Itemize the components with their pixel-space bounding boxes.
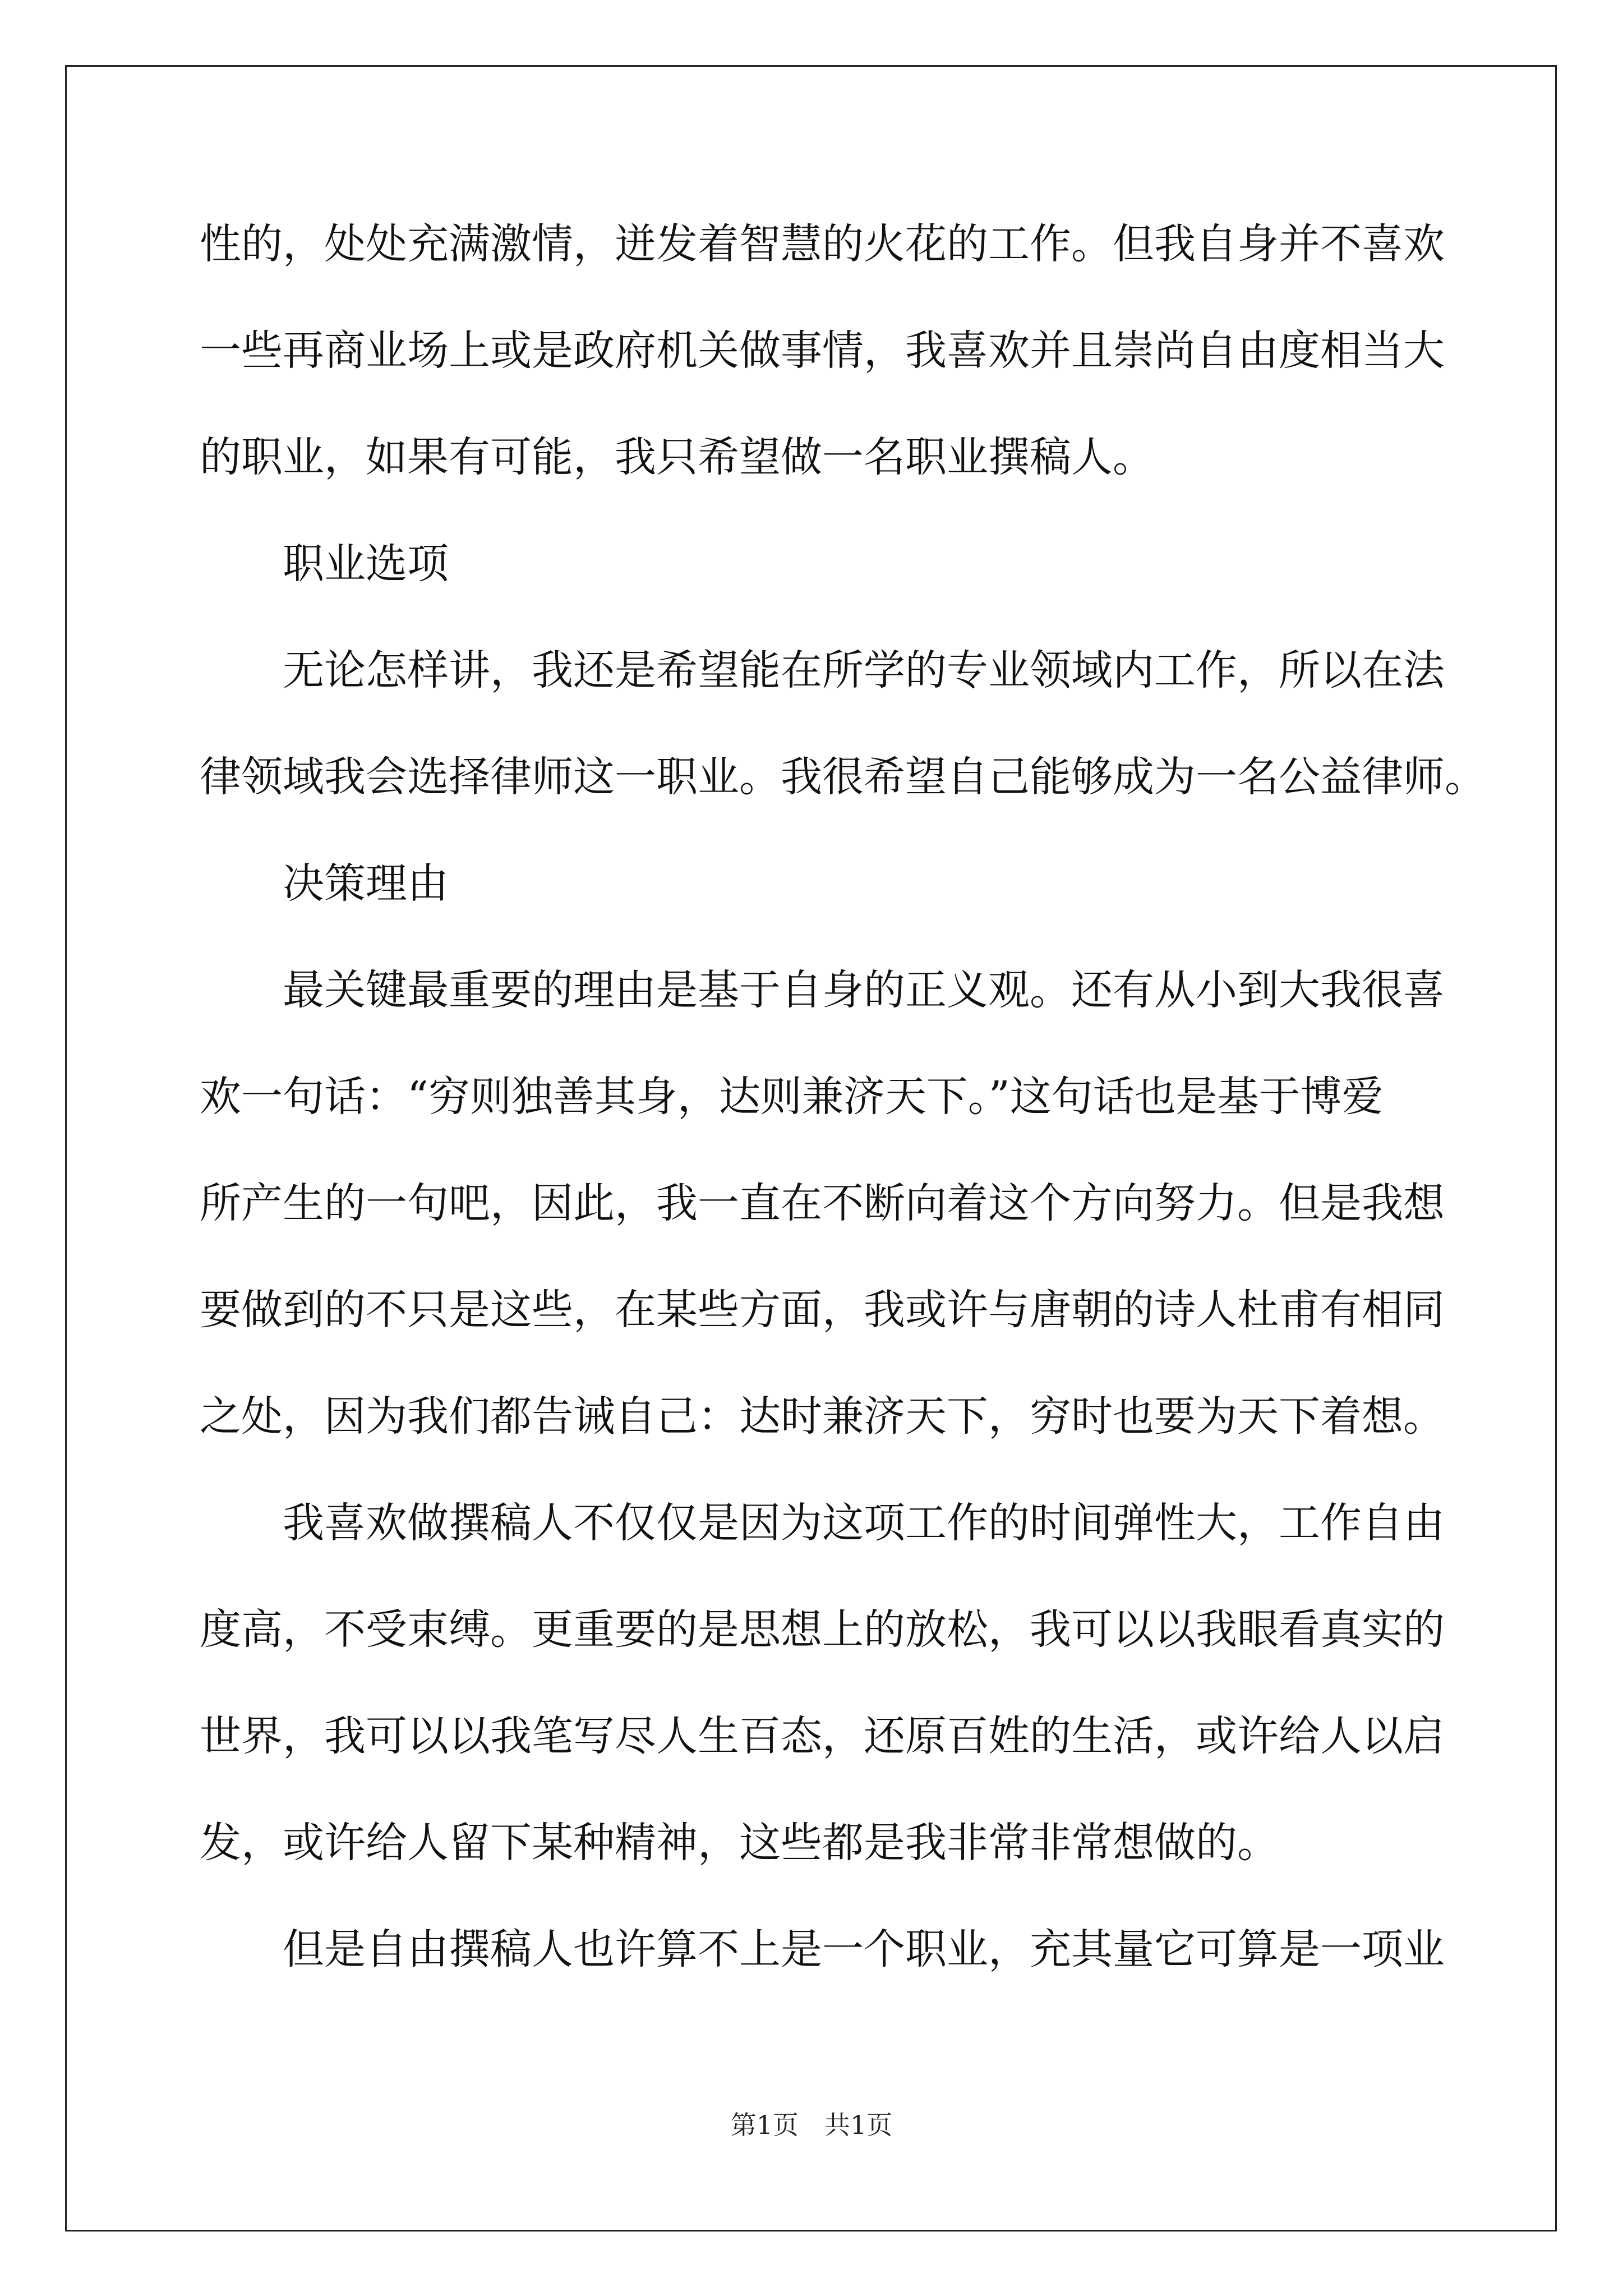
text-line-11: 要做到的不只是这些，在某些方面，我或许与唐朝的诗人杜甫有相同 <box>200 1286 1445 1334</box>
text-line-15: 世界，我可以以我笔写尽人生百态，还原百姓的生活，或许给人以启 <box>200 1712 1445 1760</box>
text-line-1: 性的，处处充满激情，迸发着智慧的火花的工作。但我自身并不喜欢 <box>200 220 1445 268</box>
page-number-footer: 第1页 共1页 <box>730 2110 893 2140</box>
text-line-9: 欢一句话：“穷则独善其身，达则兼济天下。”这句话也是基于博爱 <box>200 1073 1384 1121</box>
text-line-13: 我喜欢做撰稿人不仅仅是因为这项工作的时间弹性大，工作自由 <box>283 1499 1445 1547</box>
section-heading-decision-reasons: 决策理由 <box>283 859 449 908</box>
text-line-2: 一些再商业场上或是政府机关做事情，我喜欢并且崇尚自由度相当大 <box>200 326 1445 375</box>
page-border <box>65 65 1557 2231</box>
text-line-8: 最关键最重要的理由是基于自身的正义观。还有从小到大我很喜 <box>283 966 1445 1014</box>
text-line-5: 无论怎样讲，我还是希望能在所学的专业领域内工作，所以在法 <box>283 646 1445 694</box>
section-heading-career-options: 职业选项 <box>283 540 449 588</box>
text-line-10: 所产生的一句吧，因此，我一直在不断向着这个方向努力。但是我想 <box>200 1179 1445 1227</box>
text-line-16: 发，或许给人留下某种精神，这些都是我非常非常想做的。 <box>200 1819 1279 1867</box>
text-line-3: 的职业，如果有可能，我只希望做一名职业撰稿人。 <box>200 433 1154 481</box>
text-line-6: 律领域我会选择律师这一职业。我很希望自己能够成为一名公益律师。 <box>200 753 1486 801</box>
text-line-14: 度高，不受束缚。更重要的是思想上的放松，我可以以我眼看真实的 <box>200 1605 1445 1654</box>
text-line-17: 但是自由撰稿人也许算不上是一个职业，充其量它可算是一项业 <box>283 1925 1445 1973</box>
text-line-12: 之处，因为我们都告诫自己：达时兼济天下，穷时也要为天下着想。 <box>200 1392 1445 1441</box>
